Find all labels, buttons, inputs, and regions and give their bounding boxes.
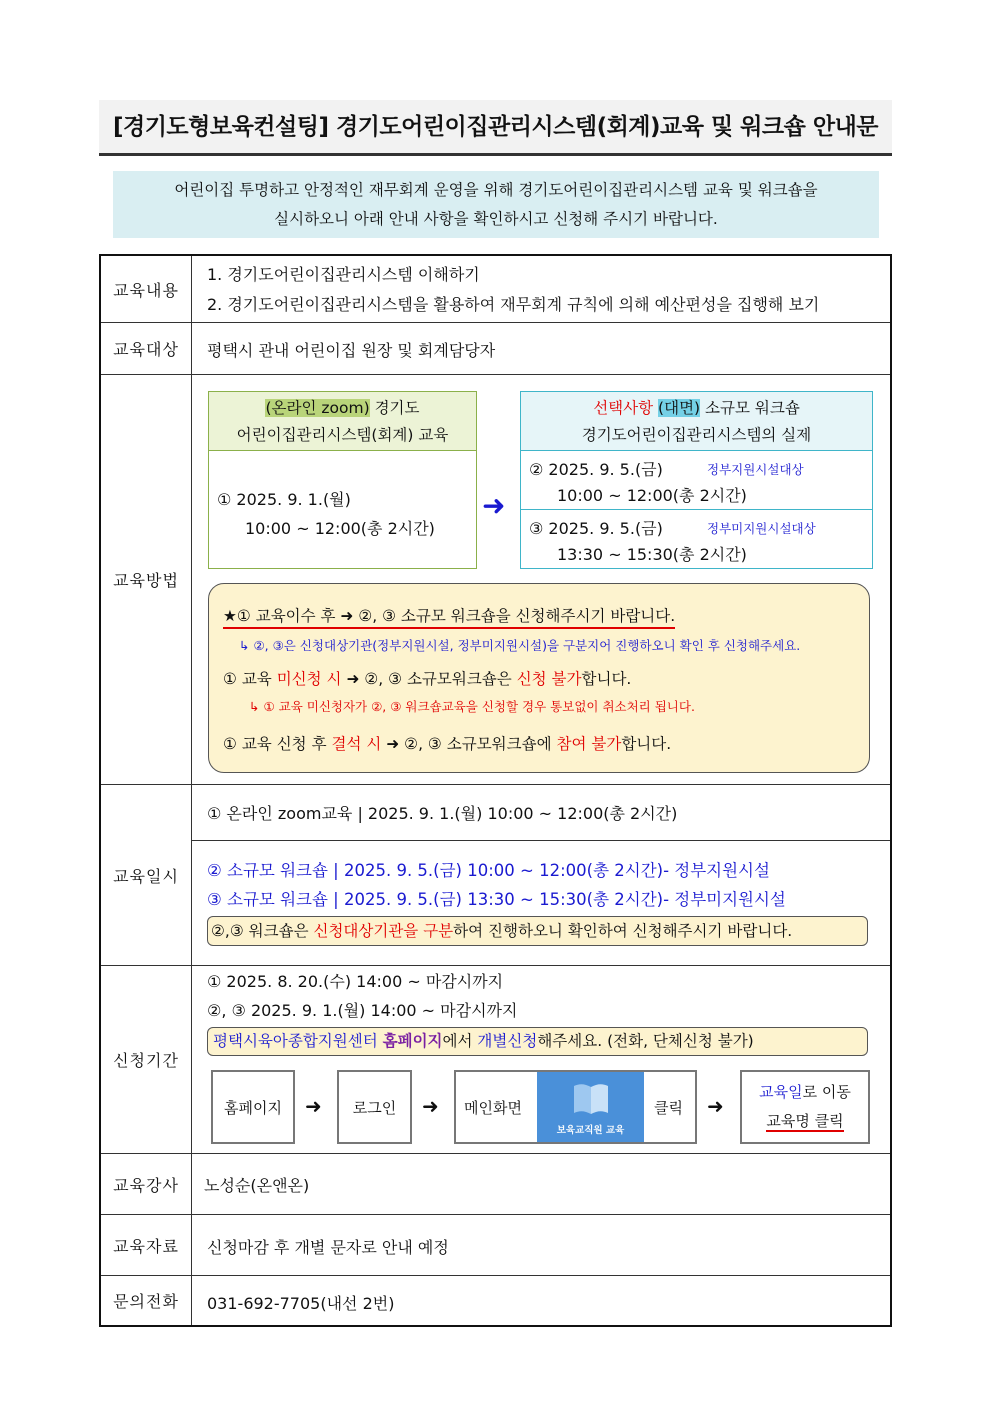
intro-line-1: 어린이집 투명하고 안정적인 재무회계 운영을 위해 경기도어린이집관리시스템 교육 및 워크숍을 [174,181,818,199]
education-menu-label: 보육교직원 교육 [556,1125,625,1136]
row-schedule [101,785,890,966]
target-text: 평택시 관내 어린이집 원장 및 회계담당자 [207,341,496,360]
online-course-box [208,391,477,569]
intro-box [113,171,879,238]
course-click-label: 교육명 클릭 [766,1112,844,1130]
online-title-1: 경기도 [369,399,420,417]
flow-arrow-icon: ➜ [305,1094,322,1118]
row-label: 문의전화 [101,1276,192,1325]
ws2-date: ② 2025. 9. 5.(금) [529,460,663,479]
workshop-box [520,391,873,569]
notice-2-sub: ↳ ① 교육 미신청자가 ②, ③ 워크숍교육을 신청할 경우 통보없이 취소처리 됩니다. [249,699,695,714]
schedule-ws3: ③ 소규모 워크숍 | 2025. 9. 5.(금) 13:30 ~ 15:30(총 2시간)- 정부미지원시설 [207,890,786,909]
row-apply [101,966,890,1154]
row-label: 교육방법 [101,375,192,784]
workshop-title-2: 경기도어린이집관리시스템의 실제 [581,426,812,444]
flow-arrow-icon: ➜ [707,1094,724,1118]
ws3-time: 13:30 ~ 15:30(총 2시간) [557,545,747,564]
online-time: 10:00 ~ 12:00(총 2시간) [245,519,435,538]
workshop-select-tag: 선택사항 [593,399,654,417]
schedule-online: ① 온라인 zoom교육 | 2025. 9. 1.(월) 10:00 ~ 12:00(총 2시간) [207,804,678,823]
page-title: [경기도형보육컨설팅] 경기도어린이집관리시스템(회계)교육 및 워크숍 안내문 [99,100,892,156]
education-menu-icon [537,1072,644,1142]
row-instructor [101,1154,890,1215]
ws3-date: ③ 2025. 9. 5.(금) [529,519,663,538]
ws2-target-tag: 정부지원시설대상 [707,462,804,477]
row-label: 교육대상 [101,323,192,374]
materials-text: 신청마감 후 개별 문자로 안내 예정 [207,1238,449,1257]
content-item-2: 2. 경기도어린이집관리시스템을 활용하여 재무회계 규칙에 의해 예산편성을 집행해 보기 [207,295,820,314]
step-main-screen [454,1070,697,1144]
row-label: 교육내용 [101,256,192,322]
info-table [99,254,892,1327]
row-label: 신청기간 [101,966,192,1153]
online-date: ① 2025. 9. 1.(월) [217,490,351,509]
workshop-face-tag: (대면) [658,399,701,417]
step-main-label: 메인화면 [464,1099,522,1117]
row-label: 교육강사 [101,1154,192,1214]
step-login: 로그인 [337,1070,412,1144]
ws2-time: 10:00 ~ 12:00(총 2시간) [557,486,747,505]
online-title-2: 어린이집관리시스템(회계) 교육 [236,426,449,444]
flow-arrow-icon: ➜ [422,1094,439,1118]
arrow-icon: ➜ [482,489,506,522]
step-click-label: 클릭 [654,1099,683,1117]
notice-1-sub: ↳ ②, ③은 신청대상기관(정부지원시설, 정부미지원시설)을 구분지어 진행하오니 확인 후 신청해주세요. [239,638,801,653]
schedule-note: ②,③ 워크숍은 신청대상기관을 구분하여 진행하오니 확인하여 신청해주시기 바랍니다. [207,916,868,946]
schedule-ws2: ② 소규모 워크숍 | 2025. 9. 5.(금) 10:00 ~ 12:00(총 2시간)- 정부지원시설 [207,861,770,880]
ws3-target-tag: 정부미지원시설대상 [707,521,816,536]
notice-box [208,583,870,773]
row-target [101,323,890,375]
content-item-1: 1. 경기도어린이집관리시스템 이해하기 [207,265,480,284]
apply-method-bar: 평택시육아종합지원센터 홈페이지에서 개별신청해주세요. (전화, 단체신청 불가) [207,1027,868,1056]
row-contact [101,1276,890,1325]
step-course: 교육일로 이동 교육명 클릭 [740,1070,870,1144]
notice-2: ① 교육 미신청 시 ➜ ②, ③ 소규모워크숍은 신청 불가합니다. [223,670,632,688]
row-method [101,375,890,785]
apply-line-1: ① 2025. 8. 20.(수) 14:00 ~ 마감시까지 [207,972,504,991]
row-materials [101,1215,890,1276]
online-tag: (온라인 zoom) [265,399,370,417]
step-homepage: 홈페이지 [211,1070,295,1144]
row-label: 교육일시 [101,785,192,965]
instructor-text: 노성순(온앤온) [204,1176,310,1195]
row-content [101,256,890,323]
workshop-title-1: 소규모 워크숍 [700,399,800,417]
notice-1: ★① 교육이수 후 ➜ ②, ③ 소규모 워크숍을 신청해주시기 바랍니다. [223,604,675,629]
intro-line-2: 실시하오니 아래 안내 사항을 확인하시고 신청해 주시기 바랍니다. [274,210,718,228]
apply-line-2: ②, ③ 2025. 9. 1.(월) 14:00 ~ 마감시까지 [207,1001,518,1020]
row-label: 교육자료 [101,1215,192,1275]
contact-text: 031-692-7705(내선 2번) [207,1294,395,1313]
notice-3: ① 교육 신청 후 결석 시 ➜ ②, ③ 소규모워크숍에 참여 불가합니다. [223,735,672,753]
